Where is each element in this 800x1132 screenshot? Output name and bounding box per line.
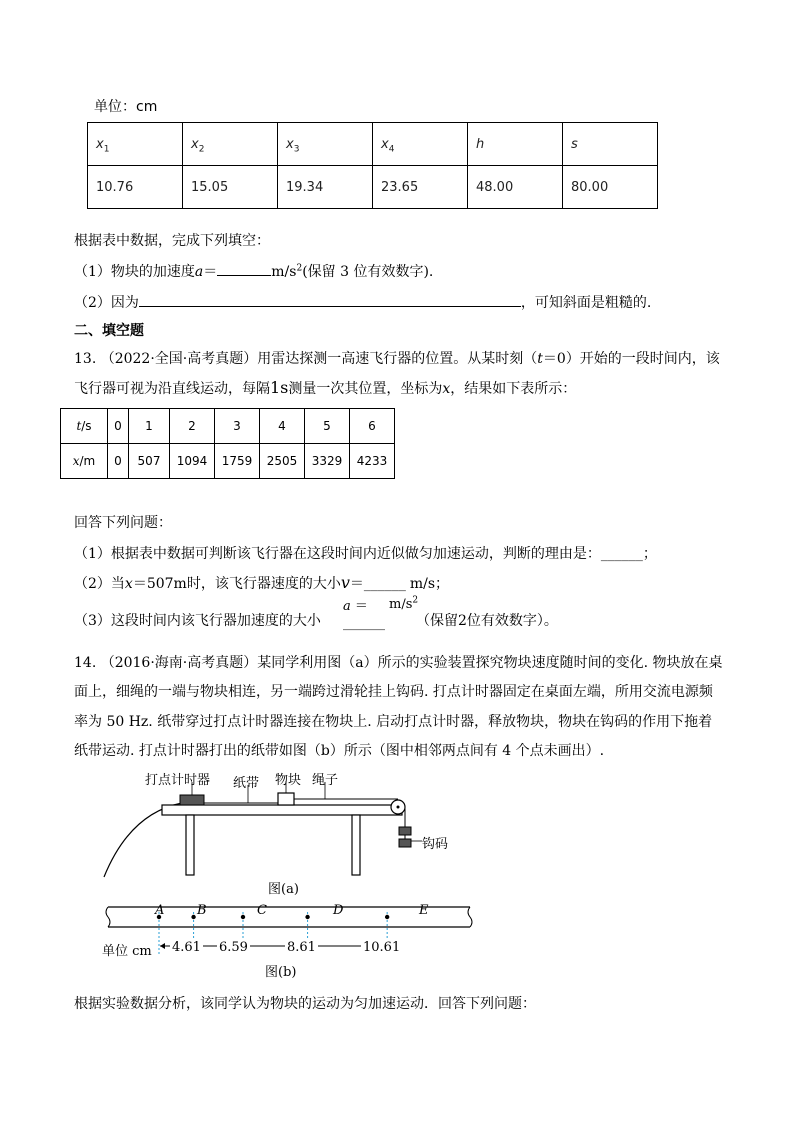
- header-var: x: [286, 136, 294, 152]
- table-cell: 23.65: [373, 166, 468, 209]
- q12-p1-unit-exp: 2: [296, 263, 303, 274]
- ticker-timer: [180, 795, 204, 805]
- table-header-cell: [88, 123, 183, 166]
- distance-label-bc: 6.59: [219, 940, 248, 955]
- tape-dot: [191, 915, 195, 919]
- arrow-head-left: [160, 943, 165, 949]
- header-sub: 1: [103, 144, 110, 155]
- table-header-row: [88, 123, 658, 166]
- q12-p1-prefix: （1）物块的加速度: [74, 264, 195, 280]
- label-weights: 钩码: [422, 837, 449, 852]
- table-cell: 507: [129, 444, 170, 479]
- header-sub: 3: [293, 144, 300, 155]
- point-label-b: B: [197, 903, 207, 918]
- figure-b-caption: 图(b): [265, 965, 297, 980]
- q13-p2-prefix: （2）当: [74, 576, 125, 592]
- q13-p3-suffix: （保留2位有效数字）。: [416, 613, 558, 629]
- table-row-x: [61, 444, 395, 479]
- q13-p2-eq: ＝507m时，该飞行器速度的大小: [132, 576, 341, 592]
- q13-p3-eq: ＝: [354, 599, 368, 614]
- q13-t0-rest: ＝0: [542, 351, 566, 367]
- table-cell: 80.00: [563, 166, 658, 209]
- q13-p2-var: x: [124, 576, 133, 592]
- q13-coord-var: x: [442, 381, 451, 397]
- q13-p3-blank[interactable]: ______: [343, 615, 385, 631]
- q13-p3-unit-exp: 2: [412, 595, 419, 606]
- row-label-var: x: [72, 454, 80, 468]
- table-cell: 0: [108, 444, 129, 479]
- table-cell: 6: [350, 409, 395, 444]
- distance-label-cd: 8.61: [287, 940, 316, 955]
- q14-line3: 率为 50 Hz. 纸带穿过打点计时器连接在物块上. 启动打点计时器，释放物块，物块在钩码的作用下拖着: [74, 714, 713, 730]
- q13-part1: （1）根据表中数据可判断该飞行器在这段时间内近似做匀加速运动，判断的理由是：______；: [74, 546, 657, 562]
- table-cell: 2505: [260, 444, 305, 479]
- q13-p2-eq2: ＝______: [349, 576, 406, 592]
- table-cell: 10.76: [88, 166, 183, 209]
- q12-p1-suffix: (保留 3 位有效数字).: [302, 264, 434, 280]
- figure-a-caption: 图(a): [268, 882, 299, 897]
- table-cell: 15.05: [183, 166, 278, 209]
- label-rope: 绳子: [312, 773, 339, 788]
- table-cell: 48.00: [468, 166, 563, 209]
- unit-label: 单位：cm: [94, 99, 158, 115]
- table-cell: 1094: [170, 444, 215, 479]
- point-label-d: D: [333, 903, 344, 918]
- q14-line2: 面上，细绳的一端与物块相连，另一端跨过滑轮挂上钩码. 打点计时器固定在桌面左端，所用交流电源频: [74, 684, 713, 700]
- tape-unit-label: 单位 cm: [102, 940, 152, 959]
- header-sub: 2: [198, 144, 205, 155]
- q13-line2: [74, 379, 576, 398]
- table-cell: 4: [260, 409, 305, 444]
- q13-p2-unit: m/s；: [409, 576, 450, 592]
- q13-t0-var: t: [537, 351, 543, 367]
- table-header-cell: [563, 123, 658, 166]
- q12-part2: [74, 292, 651, 312]
- header-var: x: [96, 136, 104, 152]
- table-header-cell: [373, 123, 468, 166]
- tape-tear-left: [106, 907, 110, 927]
- q12-intro: 根据表中数据，完成下列填空：: [74, 233, 270, 249]
- row-label-unit: /s: [81, 419, 92, 433]
- q14-line4: 纸带运动. 打点计时器打出的纸带如图（b）所示（图中相邻两点间有 4 个点未画出）.: [74, 743, 605, 759]
- row-label-unit: /m: [79, 454, 96, 468]
- header-var: x: [381, 136, 389, 152]
- q13-interval: 1s: [270, 378, 289, 397]
- q12-p2-suffix: ，可知斜面是粗糙的.: [520, 295, 652, 311]
- table-header-cell: [278, 123, 373, 166]
- row-label-t: [61, 409, 108, 444]
- tape-dot: [241, 915, 245, 919]
- tape-tear-right: [468, 907, 472, 927]
- tape-dot: [305, 915, 309, 919]
- q12-p1-eq: ＝: [203, 264, 218, 280]
- q12-part1: [74, 261, 433, 281]
- q14-line1: 14. （2016·海南·高考真题）某同学利用图（a）所示的实验装置探究物块速度随时间的变化. 物块放在桌: [74, 655, 723, 671]
- table-cell: 19.34: [278, 166, 373, 209]
- q12-p1-unit: m/s: [271, 264, 297, 280]
- q13-p3-prefix: （3）这段时间内该飞行器加速度的大小: [74, 613, 321, 629]
- table-top: [162, 805, 402, 815]
- table-cell: 4233: [350, 444, 395, 479]
- table-cell: 2: [170, 409, 215, 444]
- table-header-cell: [183, 123, 278, 166]
- q13-p2-v: v: [340, 573, 350, 592]
- table-cell: 1759: [215, 444, 260, 479]
- label-tape: 纸带: [233, 776, 260, 791]
- row-label-var: t: [76, 419, 82, 433]
- tape-dot: [385, 915, 389, 919]
- q14-closing: 根据实验数据分析，该同学认为物块的运动为匀加速运动．回答下列问题：: [74, 996, 536, 1012]
- q12-p1-var: a: [194, 264, 204, 280]
- q13-line1-a: 13. （2022·全国·高考真题）用雷达探测一高速飞行器的位置。从某时刻（: [74, 351, 538, 367]
- table-leg-left: [186, 815, 194, 875]
- q13-line2-b: 测量一次其位置，坐标为: [288, 381, 443, 397]
- q13-line2-c: ，结果如下表所示：: [450, 381, 577, 397]
- q13-p3-unit-text: m/s: [389, 597, 413, 612]
- q13-p3-unit: [389, 596, 418, 614]
- table-cell: 3: [215, 409, 260, 444]
- q12-p2-prefix: （2）因为: [74, 295, 139, 311]
- label-block: 物块: [275, 773, 302, 788]
- table-row-t: [61, 409, 395, 444]
- table-cell: 1: [129, 409, 170, 444]
- answer-blank[interactable]: [139, 292, 521, 307]
- label-timer: 打点计时器: [145, 773, 211, 788]
- distance-label-ab: 4.61: [172, 940, 201, 955]
- point-label-e: E: [419, 903, 429, 918]
- table-cell: 5: [305, 409, 350, 444]
- distance-label-de: 10.61: [363, 940, 401, 955]
- block: [278, 793, 294, 805]
- data-table-2: [60, 408, 395, 479]
- q13-part3: [74, 612, 321, 630]
- point-label-a: A: [155, 903, 165, 918]
- pulley-axle: [397, 806, 400, 809]
- table-header-cell: [468, 123, 563, 166]
- section-heading: 二、填空题: [74, 323, 144, 339]
- answer-blank[interactable]: [217, 261, 271, 276]
- table-cell: 0: [108, 409, 129, 444]
- q13-line1: [74, 350, 720, 368]
- q13-answer-intro: 回答下列问题：: [74, 515, 172, 531]
- q13-line2-a: 飞行器可视为沿直线运动，每隔: [74, 381, 270, 397]
- header-var: s: [571, 136, 578, 152]
- table-row: [88, 166, 658, 209]
- q13-p3-var: a: [343, 599, 351, 614]
- header-var: x: [191, 136, 199, 152]
- row-label-x: [61, 444, 108, 479]
- data-table-1: [87, 122, 658, 209]
- header-sub: 4: [388, 144, 395, 155]
- table-cell: 3329: [305, 444, 350, 479]
- q13-line1-b: ）开始的一段时间内，该: [565, 351, 720, 367]
- weight-1: [399, 827, 411, 835]
- weight-2: [399, 839, 411, 847]
- table-leg-right: [352, 815, 360, 875]
- header-var: h: [476, 136, 485, 152]
- point-label-c: C: [257, 903, 267, 918]
- q13-part2: [74, 574, 449, 593]
